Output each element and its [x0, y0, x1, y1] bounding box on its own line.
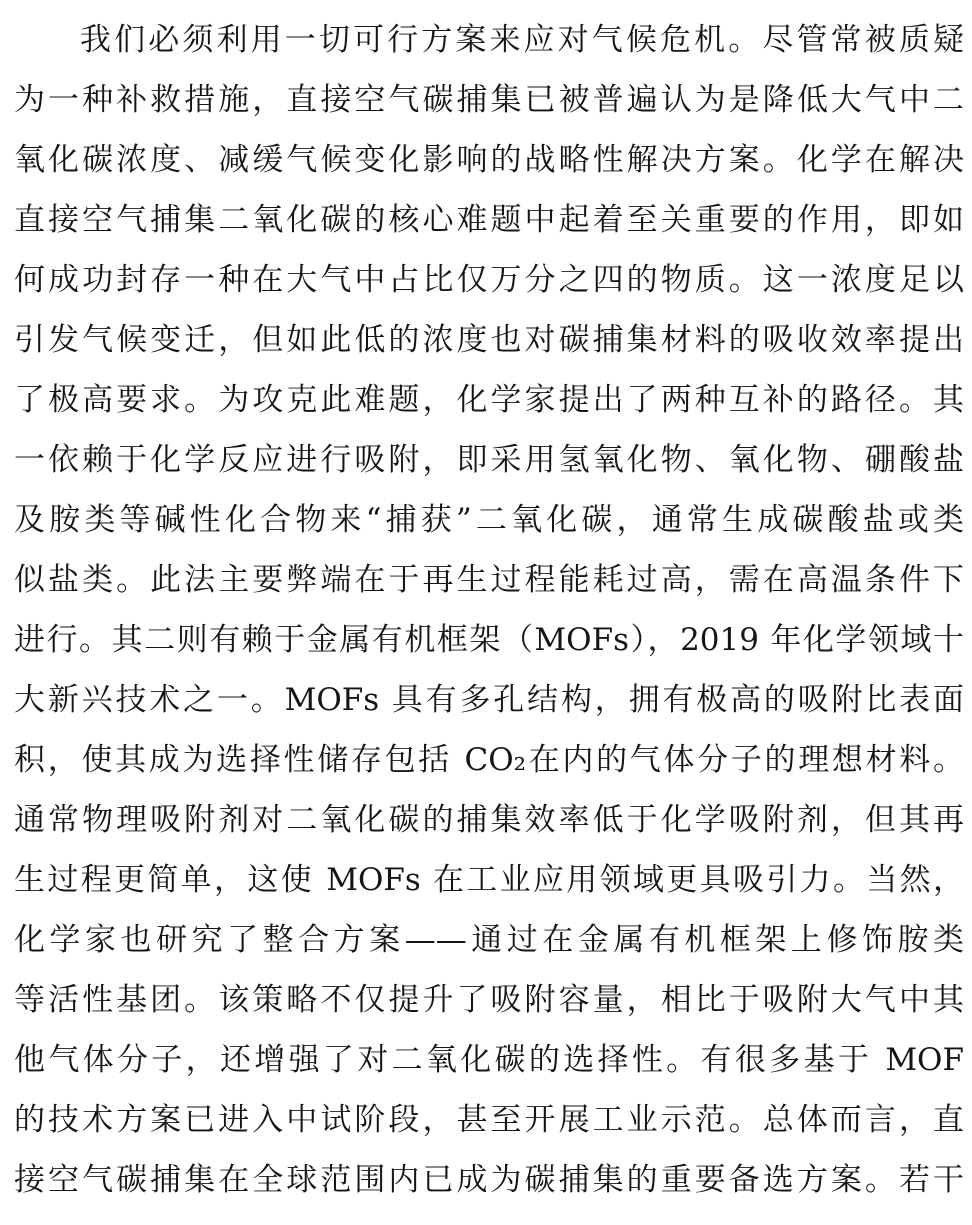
text-line: 等活性基团。该策略不仅提升了吸附容量，相比于吸附大气中其 — [14, 982, 964, 1018]
text-line: 了极高要求。为攻克此难题，化学家提出了两种互补的路径。其 — [14, 382, 964, 418]
text-line: 何成功封存一种在大气中占比仅万分之四的物质。这一浓度足以 — [14, 262, 964, 298]
text-line: 一依赖于化学反应进行吸附，即采用氢氧化物、氧化物、硼酸盐 — [14, 442, 964, 478]
text-line: 引发气候变迁，但如此低的浓度也对碳捕集材料的吸收效率提出 — [14, 322, 964, 358]
text-line: 的技术方案已进入中试阶段，甚至开展工业示范。总体而言，直 — [14, 1102, 964, 1138]
text-line: 积，使其成为选择性储存包括 CO₂在内的气体分子的理想材料。 — [14, 742, 964, 778]
text-line: 氧化碳浓度、减缓气候变化影响的战略性解决方案。化学在解决 — [14, 142, 964, 178]
text-line: 及胺类等碱性化合物来“捕获”二氧化碳，通常生成碳酸盐或类 — [14, 502, 964, 538]
text-line: 他气体分子，还增强了对二氧化碳的选择性。有很多基于 MOF — [14, 1042, 964, 1078]
text-line: 似盐类。此法主要弊端在于再生过程能耗过高，需在高温条件下 — [14, 562, 964, 598]
text-line: 我们必须利用一切可行方案来应对气候危机。尽管常被质疑 — [80, 22, 964, 58]
text-line: 生过程更简单，这使 MOFs 在工业应用领域更具吸引力。当然， — [14, 862, 964, 898]
paragraph — [14, 10, 964, 1210]
text-line: 进行。其二则有赖于金属有机框架（MOFs），2019 年化学领域十 — [14, 622, 964, 658]
text-line: 通常物理吸附剂对二氧化碳的捕集效率低于化学吸附剂，但其再 — [14, 802, 964, 838]
text-line: 化学家也研究了整合方案——通过在金属有机框架上修饰胺类 — [14, 922, 964, 958]
text-line: 为一种补救措施，直接空气碳捕集已被普遍认为是降低大气中二 — [14, 82, 964, 118]
text-line: 直接空气捕集二氧化碳的核心难题中起着至关重要的作用，即如 — [14, 202, 964, 238]
text-line: 接空气碳捕集在全球范围内已成为碳捕集的重要备选方案。若干 — [14, 1162, 964, 1198]
text-line: 大新兴技术之一。MOFs 具有多孔结构，拥有极高的吸附比表面 — [14, 682, 964, 718]
